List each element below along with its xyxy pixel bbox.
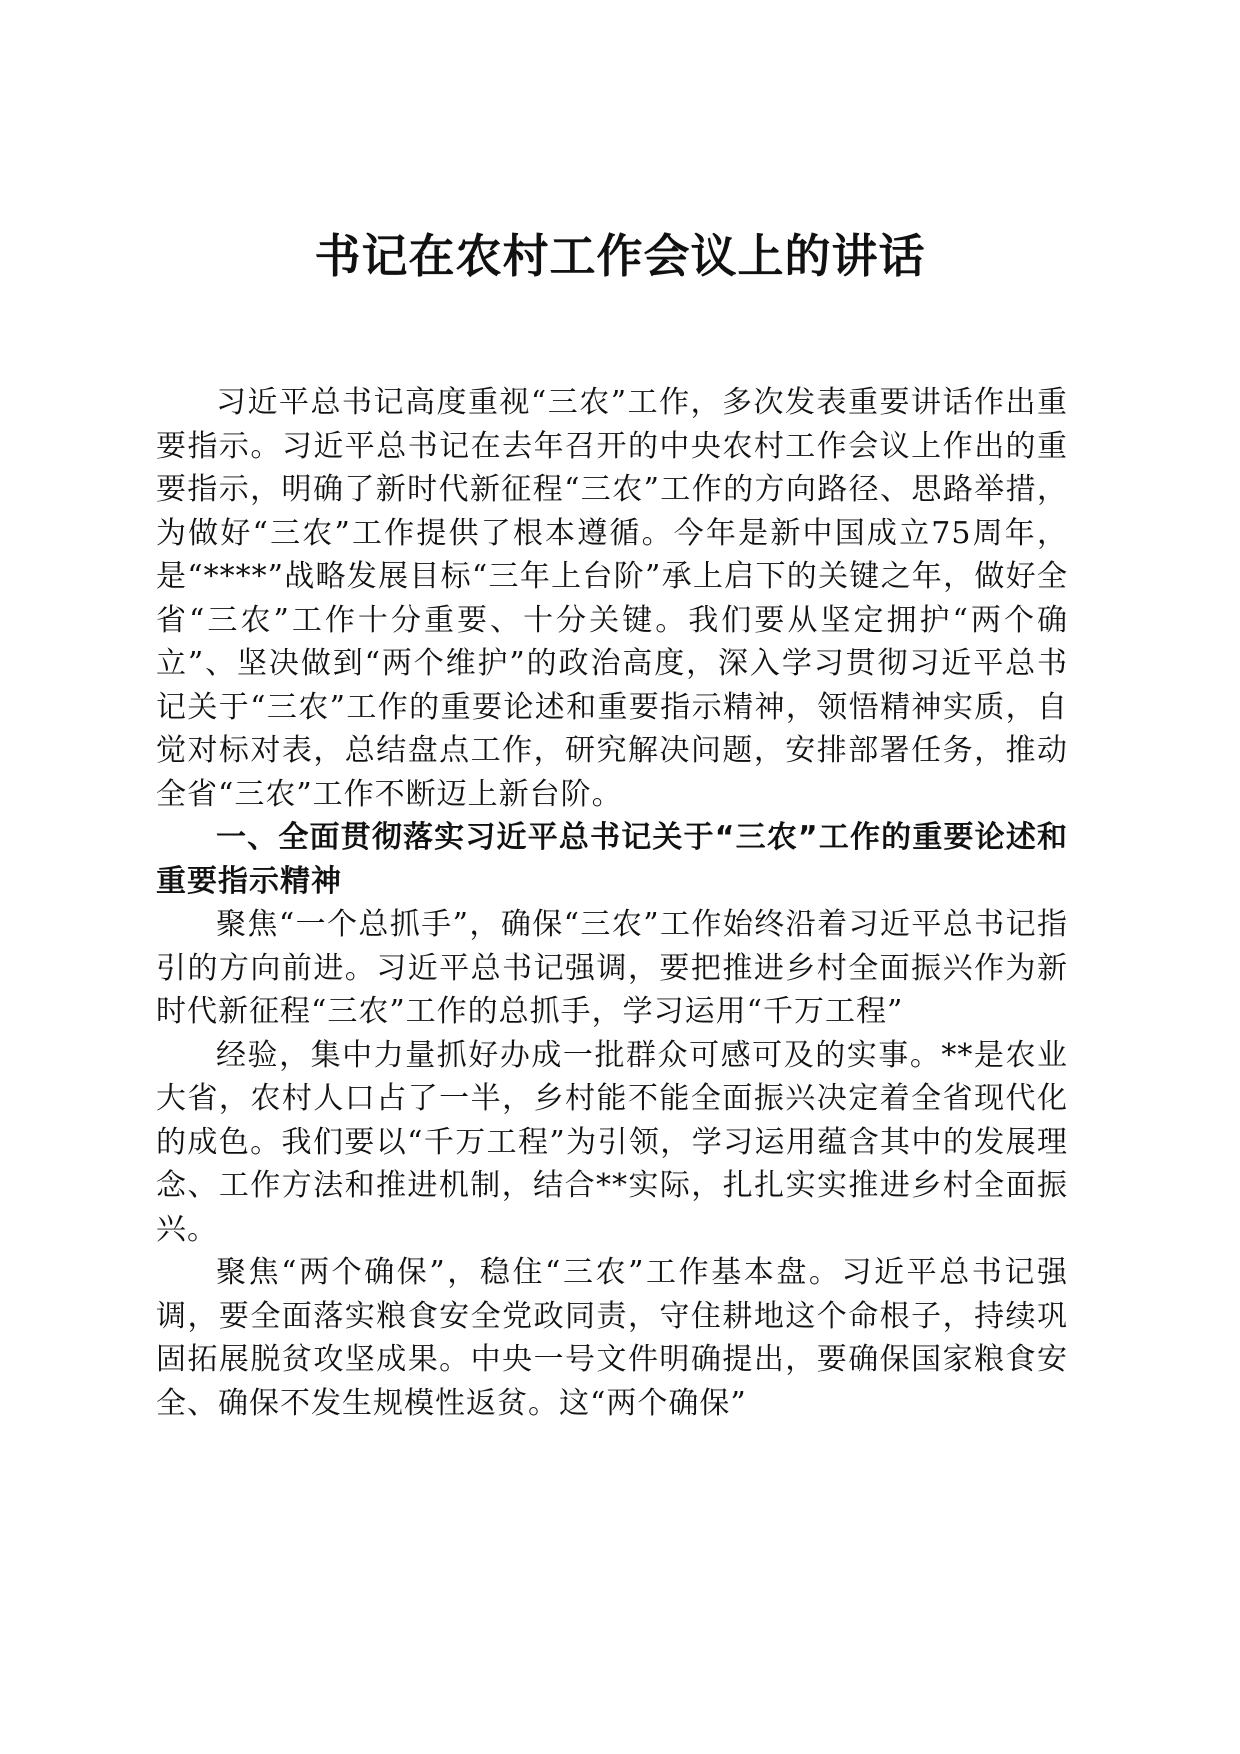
section-heading-1: 一、全面贯彻落实习近平总书记关于“三农”工作的重要论述和重要指示精神 (156, 820, 1068, 899)
document-title: 书记在农村工作会议上的讲话 (314, 229, 926, 283)
paragraph-intro: 习近平总书记高度重视“三农”工作，多次发表重要讲话作出重要指示。习近平总书记在去年召开的中央农村工作会议上作出的重要指示，明确了新时代新征程“三农”工作的方向路径、思路举措，为做好“三农”工作提供了根本遵循。今年是新中国成立75周年，是“****”战略发展目标“三年上台阶”承上启下的关键之年，做好全省“三农”工作十分重要、十分关键。我们要从坚定拥护“两个确立”、坚决做到“两个维护”的政治高度，深入学习贯彻习近平总书记关于“三农”工作的重要论述和重要指示精神，领悟精神实质，自觉对标对表，总结盘点工作，研究解决问题，安排部署任务，推动全省“三农”工作不断迈上新台阶。 (156, 385, 1068, 812)
paragraph-focus-two: 聚焦“两个确保”，稳住“三农”工作基本盘。习近平总书记强调，要全面落实粮食安全党政同责，守住耕地这个命根子，持续巩固拓展脱贫攻坚成果。中央一号文件明确提出，要确保国家粮食安全、确保不发生规模性返贫。这“两个确保” (156, 1255, 1068, 1421)
document-body (156, 381, 1068, 1425)
paragraph-focus-one: 聚焦“一个总抓手”，确保“三农”工作始终沿着习近平总书记指引的方向前进。习近平总书记强调，要把推进乡村全面振兴作为新时代新征程“三农”工作的总抓手，学习运用“千万工程” (156, 907, 1068, 1029)
paragraph-experience: 经验，集中力量抓好办成一批群众可感可及的实事。**是农业大省，农村人口占了一半，乡村能不能全面振兴决定着全省现代化的成色。我们要以“千万工程”为引领，学习运用蕴含其中的发展理念、工作方法和推进机制，结合**实际，扎扎实实推进乡村全面振兴。 (156, 1037, 1068, 1247)
